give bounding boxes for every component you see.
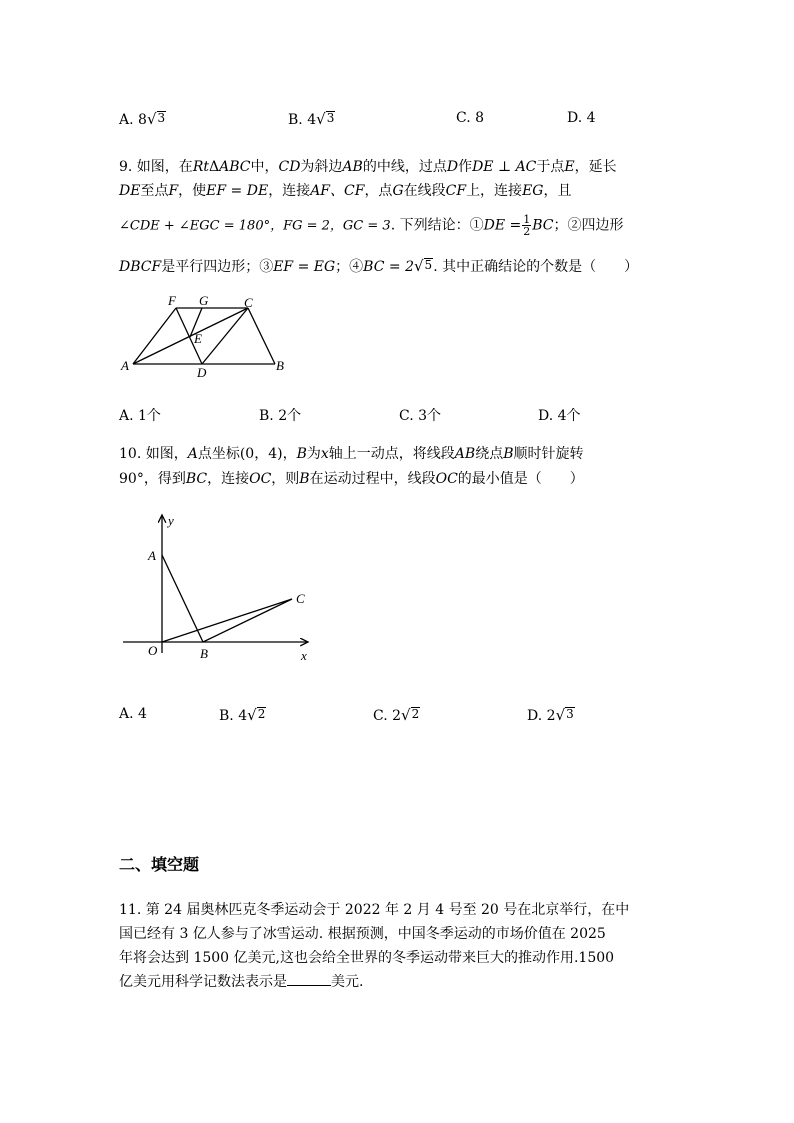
label-x: x (301, 648, 307, 663)
q9-figure (110, 290, 300, 380)
q9-option-d: D. 4个 (538, 408, 581, 424)
q11-line-1: 11. 第 24 届奥林匹克冬季运动会于 2022 年 2 月 4 号至 20 号在北京举行，在中 (119, 902, 630, 918)
q9-line-3: ∠CDE + ∠EGC = 180°，FG = 2，GC = 3. 下列结论：①DE = $\frac{1}{2}$ BC；②四边形 (119, 213, 624, 238)
label-G: G (199, 293, 209, 308)
sqrt-symbol: √2 (247, 706, 266, 724)
label-C: C (244, 295, 253, 310)
q11-line-2: 国已经有 3 亿人参与了冰雪运动. 根据预测，中国冬季运动的市场价值在 2025 (119, 926, 606, 942)
q8-option-d: D. 4 (567, 110, 596, 126)
sqrt-symbol: √3 (316, 110, 335, 128)
segment-bc (203, 599, 292, 642)
q8-option-b: B. 4√3 (288, 110, 335, 128)
sqrt-symbol: √2 (401, 706, 420, 724)
q10-line-2: 90°，得到BC，连接OC，则B在运动过程中，线段OC的最小值是（ ） (119, 471, 584, 487)
q10-option-c: C. 2√2 (373, 706, 420, 724)
q9-option-a: A. 1个 (119, 408, 161, 424)
q10-figure (115, 505, 325, 670)
answer-blank[interactable] (287, 973, 331, 986)
fraction-one-half: $\frac{1}{2}$ (523, 213, 531, 238)
q11-line-4: 亿美元用科学记数法表示是 美元. (119, 974, 364, 990)
q10-option-b: B. 4√2 (219, 706, 266, 724)
label-O: O (148, 643, 158, 658)
q9-line-2: DE至点F，使EF = DE，连接AF、CF，点G在线段CF上，连接EG，且 (119, 183, 572, 199)
label-F: F (168, 293, 176, 308)
sqrt-symbol: √3 (555, 706, 574, 724)
q9-option-b: B. 2个 (259, 408, 302, 424)
segment-oc (162, 599, 292, 642)
segment-dc (202, 308, 248, 364)
q10-option-a: A. 4 (119, 706, 147, 722)
label-A: A (148, 548, 156, 563)
label-C: C (296, 591, 305, 606)
label-y: y (168, 513, 174, 528)
q9-option-c: C. 3个 (399, 408, 442, 424)
segment-cb (248, 308, 275, 364)
q10-option-d: D. 2√3 (527, 706, 574, 724)
q8-option-a: A. 8√3 (119, 110, 166, 128)
q9-line-4: DBCF是平行四边形；③EF = EG；④BC = 2√5. 其中正确结论的个数是（ ） (119, 257, 639, 275)
label-B: B (200, 646, 208, 661)
label-D: D (197, 365, 207, 380)
label-A: A (121, 358, 129, 373)
q8-option-c: C. 8 (456, 110, 485, 126)
q10-line-1: 10. 如图，A点坐标(0，4)，B为x轴上一动点，将线段AB绕点B顺时针旋转 (119, 446, 584, 462)
q11-line-3: 年将会达到 1500 亿美元,这也会给全世界的冬季运动带来巨大的推动作用.1500 (119, 950, 615, 966)
segment-ab (162, 555, 203, 642)
section-heading: 二、填空题 (119, 855, 200, 874)
label-E: E (194, 331, 202, 346)
sqrt-symbol: √3 (146, 110, 166, 128)
q9-line-1: 9. 如图，在RtΔABC中，CD为斜边AB的中线，过点D作DE ⊥ AC于点E，延长 (119, 159, 617, 175)
sqrt-symbol: √5 (413, 257, 433, 275)
label-B: B (276, 358, 284, 373)
segment-af (133, 308, 176, 364)
